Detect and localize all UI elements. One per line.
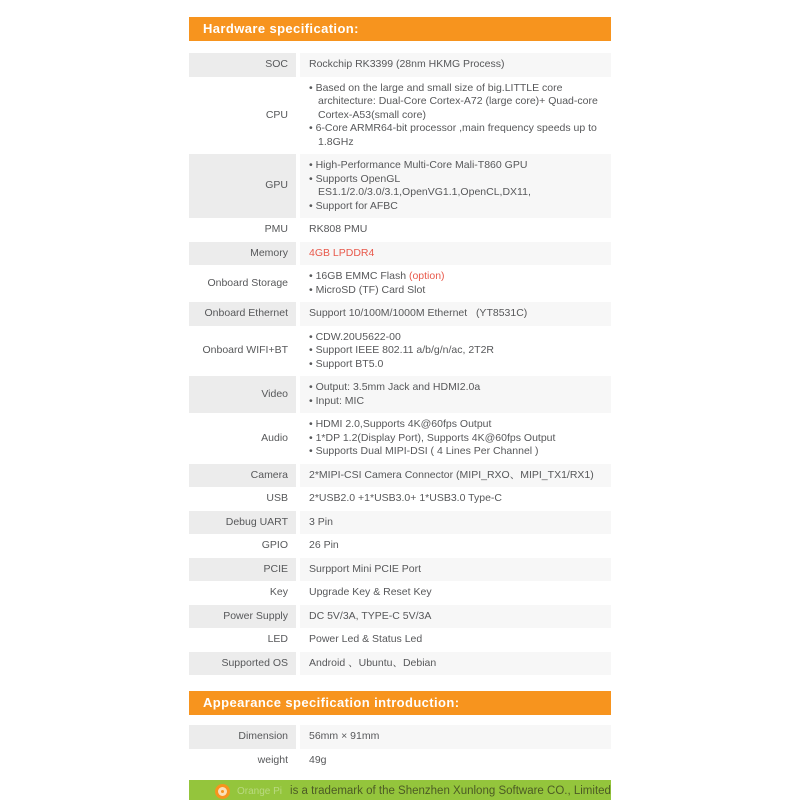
- spec-row-value: [300, 53, 611, 77]
- spec-bullet-item: [309, 200, 607, 214]
- spec-value-text: [309, 247, 607, 261]
- spec-bullet-item: [309, 331, 607, 345]
- value-segment: Upgrade Key & Reset Key: [309, 586, 432, 598]
- spec-row-value: [300, 511, 611, 535]
- spec-bullet-item: [309, 358, 607, 372]
- spec-row-label: GPU: [189, 154, 296, 218]
- spec-row-value: [300, 725, 611, 749]
- value-segment: MicroSD (TF) Card Slot: [315, 283, 426, 296]
- orange-pi-logo-icon: [215, 784, 230, 799]
- spec-row-label: Supported OS: [189, 652, 296, 676]
- spec-row-label: USB: [266, 492, 288, 504]
- spec-row-value: [300, 628, 611, 652]
- spec-row-label: Onboard WIFI+BT: [202, 344, 288, 356]
- spec-row: [189, 242, 611, 266]
- spec-bullet-item: [309, 284, 607, 298]
- spec-value-text: [309, 657, 607, 671]
- value-segment: 2*MIPI-CSI Camera Connector (MIPI_RXO、MIPI_TX1/RX1): [309, 468, 594, 481]
- spec-value-text: [309, 307, 607, 321]
- trademark-footer: [189, 780, 611, 800]
- value-segment: Based on the large and small size of big.LITTLE core architecture: Dual-Core Cortex-A72 (large core)+ Quad-core Cortex-A53(small core): [315, 81, 601, 121]
- bullet-icon: •: [309, 199, 316, 212]
- spec-row: [189, 376, 611, 413]
- spec-row-label: Onboard Ethernet: [189, 302, 296, 326]
- value-segment: Support BT5.0: [315, 357, 384, 370]
- spec-row-value: [300, 326, 611, 377]
- value-segment: Supports Dual MIPI-DSI ( 4 Lines Per Channel ): [315, 445, 539, 457]
- spec-value-text: [309, 516, 607, 530]
- bullet-icon: •: [309, 357, 316, 370]
- spec-row-label: SOC: [189, 53, 296, 77]
- spec-row-value: [300, 413, 611, 464]
- value-segment: Rockchip RK3399 (28nm HKMG Process): [309, 58, 505, 70]
- bullet-icon: •: [309, 418, 316, 430]
- spec-row: [189, 511, 611, 535]
- value-segment: Android 、Ubuntu、Debian: [309, 656, 437, 669]
- spec-row: [189, 326, 611, 377]
- bullet-icon: •: [309, 330, 316, 343]
- spec-value-text: [309, 469, 607, 483]
- spec-bullet-item: [309, 82, 607, 123]
- value-segment: 16GB EMMC Flash: [315, 270, 409, 282]
- spec-bullet-item: [309, 418, 607, 432]
- spec-row: [189, 749, 611, 773]
- value-segment: High-Performance Multi-Core Mali-T860 GPU: [315, 159, 528, 171]
- spec-row-value: [300, 302, 611, 326]
- bullet-icon: •: [309, 270, 316, 282]
- spec-bullet-item: [309, 159, 607, 173]
- spec-row-value: [300, 376, 611, 413]
- spec-row-label: Power Supply: [189, 605, 296, 629]
- value-segment: 56mm × 91mm: [309, 730, 380, 742]
- value-segment: 3 Pin: [309, 515, 333, 528]
- spec-row-value: [300, 218, 611, 242]
- value-segment: 26 Pin: [309, 539, 339, 551]
- spec-bullet-item: [309, 445, 607, 459]
- spec-row-value: [300, 581, 611, 605]
- spec-bullet-item: [309, 270, 607, 284]
- spec-row: [189, 464, 611, 488]
- value-segment: Output: 3.5mm Jack and HDMI2.0a: [315, 381, 481, 393]
- spec-value-text: [309, 633, 607, 647]
- spec-row-label: weight: [257, 753, 288, 766]
- appearance-spec-table: [189, 725, 611, 772]
- spec-row-label: Key: [269, 586, 288, 598]
- spec-row-label: PCIE: [189, 558, 296, 582]
- spec-row-label: Camera: [189, 464, 296, 488]
- value-segment: RK808 PMU: [309, 223, 368, 235]
- spec-bullet-item: [309, 173, 607, 200]
- spec-value-text: [309, 223, 607, 237]
- spec-row-label: Onboard Storage: [207, 276, 288, 289]
- appearance-section-header: Appearance specification introduction:: [189, 691, 611, 715]
- value-segment: CDW.20U5622-00: [315, 330, 401, 343]
- bullet-icon: •: [309, 445, 316, 457]
- spec-row: [189, 558, 611, 582]
- spec-value-text: [309, 730, 607, 744]
- bullet-icon: •: [309, 344, 316, 356]
- bullet-icon: •: [309, 122, 316, 134]
- spec-row: [189, 652, 611, 676]
- spec-row: [189, 218, 611, 242]
- spec-row: [189, 154, 611, 218]
- spec-row-label: LED: [267, 633, 288, 645]
- spec-row: [189, 534, 611, 558]
- value-segment: DC 5V/3A, TYPE-C 5V/3A: [309, 609, 432, 622]
- value-segment: 2*USB2.0 +1*USB3.0+ 1*USB3.0 Type-C: [309, 492, 503, 504]
- spec-row-value: [300, 77, 611, 155]
- spec-value-text: [309, 58, 607, 72]
- bullet-icon: •: [309, 81, 316, 94]
- spec-row-label: PMU: [264, 223, 288, 235]
- spec-row: [189, 581, 611, 605]
- spec-bullet-item: [309, 381, 607, 395]
- spec-row-label: Dimension: [189, 725, 296, 749]
- spec-row: [189, 487, 611, 511]
- spec-row: [189, 302, 611, 326]
- value-segment: 49g: [309, 753, 327, 766]
- value-segment: Surpport Mini PCIE Port: [309, 562, 422, 575]
- value-segment: 1*DP 1.2(Display Port), Supports 4K@60fps Output: [315, 431, 556, 444]
- spec-row-value: [300, 154, 611, 218]
- spec-bullet-item: [309, 395, 607, 409]
- spec-row-label: Video: [189, 376, 296, 413]
- value-segment: Support IEEE 802.11 a/b/g/n/ac, 2T2R: [315, 344, 495, 356]
- spec-row: [189, 725, 611, 749]
- spec-row-label: Debug UART: [189, 511, 296, 535]
- trademark-text: is a trademark of the Shenzhen Xunlong Software CO., Limited: [290, 785, 611, 797]
- spec-value-text: [309, 492, 607, 506]
- spec-row-value: [300, 242, 611, 266]
- spec-sheet: [189, 0, 611, 800]
- hardware-spec-table: [189, 53, 611, 675]
- spec-row: [189, 628, 611, 652]
- spec-value-text: [309, 539, 607, 553]
- value-segment: 4GB LPDDR4: [309, 246, 375, 259]
- spec-row-label: CPU: [265, 108, 288, 121]
- bullet-icon: •: [309, 283, 316, 296]
- hardware-section-header: Hardware specification:: [189, 17, 611, 41]
- spec-row: [189, 413, 611, 464]
- value-segment: 6-Core ARMR64-bit processor ,main frequency speeds up to 1.8GHz: [315, 122, 600, 148]
- spec-row-value: [300, 265, 611, 302]
- spec-row: [189, 53, 611, 77]
- spec-row-value: [300, 652, 611, 676]
- spec-row-value: [300, 749, 611, 773]
- spec-value-text: [309, 563, 607, 577]
- value-segment: Power Led & Status Led: [309, 633, 423, 645]
- spec-value-text: [309, 610, 607, 624]
- value-segment: (option): [408, 270, 445, 282]
- spec-row-value: [300, 534, 611, 558]
- value-segment: HDMI 2.0,Supports 4K@60fps Output: [315, 418, 492, 430]
- spec-row-label: Audio: [261, 431, 288, 444]
- bullet-icon: •: [309, 394, 316, 407]
- bullet-icon: •: [309, 159, 316, 171]
- value-segment: Supports OpenGL ES1.1/2.0/3.0/3.1,OpenVG1.1,OpenCL,DX11,: [315, 172, 531, 198]
- spec-row: [189, 265, 611, 302]
- spec-bullet-item: [309, 122, 607, 149]
- spec-value-text: [309, 754, 607, 768]
- spec-row: [189, 77, 611, 155]
- bullet-icon: •: [309, 172, 316, 185]
- spec-row-label: Memory: [189, 242, 296, 266]
- spec-row-value: [300, 605, 611, 629]
- spec-row-label: GPIO: [261, 539, 288, 551]
- bullet-icon: •: [309, 381, 316, 393]
- spec-row-value: [300, 487, 611, 511]
- spec-value-text: [309, 586, 607, 600]
- orange-pi-logo-text: Orange Pi: [237, 785, 283, 797]
- value-segment: Input: MIC: [315, 394, 365, 407]
- value-segment: Support for AFBC: [315, 199, 398, 212]
- spec-bullet-item: [309, 432, 607, 446]
- spec-row: [189, 605, 611, 629]
- spec-row-value: [300, 558, 611, 582]
- spec-bullet-item: [309, 344, 607, 358]
- spec-row-value: [300, 464, 611, 488]
- value-segment: Support 10/100M/1000M Ethernet (YT8531C): [309, 307, 528, 319]
- bullet-icon: •: [309, 431, 316, 444]
